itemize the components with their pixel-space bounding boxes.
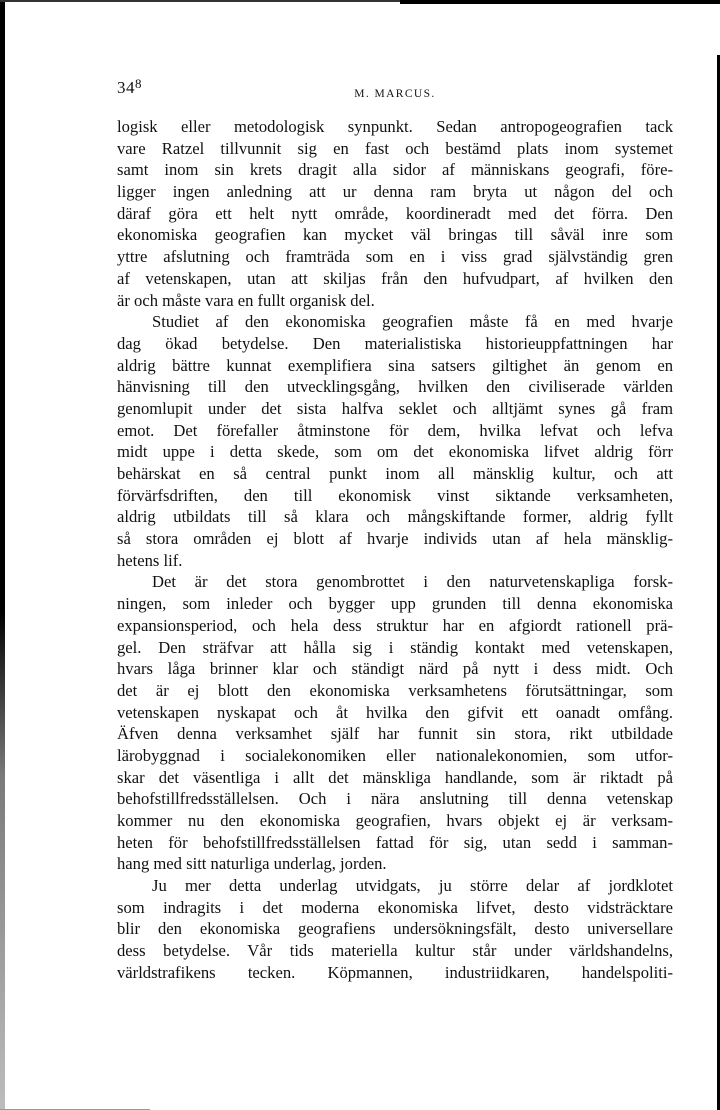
text-line: dag ökad betydelse. Den materialistiska historieuppfattningen har (117, 333, 673, 353)
text-line: världstrafikens tecken. Köpmannen, industriidkaren, handelspoliti- (117, 962, 673, 982)
running-head (117, 76, 673, 116)
paragraph-2 (117, 311, 673, 571)
text-line: af vetenskapen, utan att skiljas från den hufvudpart, af hvilken den (117, 268, 673, 288)
scan-border-top (400, 0, 720, 4)
text-line: det är ej blott den ekonomiska verksamhetens förutsättningar, som (117, 680, 673, 700)
running-head-author: M. MARCUS. (354, 88, 436, 100)
text-line: behärskat en så central punkt inom all mänsklig kultur, och att (117, 464, 673, 483)
text-line: expansionsperiod, och hela dess struktur har en afgiordt rationell prä- (117, 615, 673, 635)
text-line: ligger ingen anledning att ur denna ram bryta ut någon del och (117, 182, 673, 202)
scan-border-left (0, 0, 5, 1110)
text-line: Ju mer detta underlag utvidgats, ju större delar af jordklotet (152, 876, 673, 896)
text-line: Studiet af den ekonomiska geografien måste få en med hvarje (152, 312, 673, 332)
text-line: Det är det stora genombrottet i den naturvetenskapliga forsk- (152, 572, 673, 592)
paragraph-3 (117, 571, 673, 875)
body-text (117, 116, 673, 984)
text-line: genomlupit under det sista halfva seklet och alltjämt synes gå fram (117, 398, 673, 418)
text-line: hang med sitt naturliga underlag, jorden. (117, 854, 387, 874)
scan-border-top-left (0, 0, 400, 2)
text-line: hvars låga brinner klar och ständigt närd på nytt i dess midt. Och (117, 659, 673, 679)
paragraph-1 (117, 116, 673, 311)
paragraph-4 (117, 875, 673, 983)
text-line: emot. Det förefaller åtminstone för dem, hvilka lefvat och lefva (117, 420, 673, 440)
text-line: dess betydelse. Vår tids materiella kultur står under världshandelns, (117, 941, 673, 961)
text-line: ekonomiska geografien kan mycket väl bringas till såväl inre som (117, 225, 673, 245)
text-line: vetenskapen nyskapat och åt hvilka den gifvit ett oanadt omfång. (117, 702, 673, 722)
text-line: som indragits i det moderna ekonomiska lifvet, desto vidsträcktare (117, 897, 673, 917)
text-line: heten för behofstillfredsställelsen fattad för sig, utan sedd i samman- (117, 832, 673, 852)
page-number-digits: 34 (117, 78, 135, 97)
text-line: yttre afslutning och framträda som en i viss grad självständig gren (117, 247, 673, 267)
text-line: ningen, som inleder och bygger upp grunden till denna ekonomiska (117, 594, 673, 614)
text-line: aldrig bättre kunnat exemplifiera sina satsers giltighet än genom en (117, 355, 673, 375)
text-line: behofstillfredsställelsen. Och i nära anslutning till denna vetenskap (117, 789, 673, 809)
text-line: blir den ekonomiska geografiens undersökningsfält, desto universellare (117, 919, 673, 939)
text-line: så stora områden ej blott af hvarje individs utan af hela mänsklig- (117, 529, 673, 549)
text-line: samt inom sin krets dragit alla sidor af människans geografi, före- (117, 160, 673, 180)
book-page (117, 76, 673, 984)
text-line: logisk eller metodologisk synpunkt. Sedan antropogeografien tack (117, 117, 673, 136)
text-line: lärobyggnad i socialekonomiken eller nationalekonomien, som utfor- (117, 745, 673, 765)
text-line: vare Ratzel tillvunnit sig en fast och bestämd plats inom systemet (117, 138, 673, 158)
text-line: hänvisning till den utvecklingsgång, hvilken den civiliserade världen (117, 377, 673, 397)
text-line: är och måste vara en fullt organisk del. (117, 290, 375, 310)
text-line: aldrig utbildats till så klara och mångskiftande former, aldrig fyllt (117, 507, 673, 527)
text-line: däraf göra ett helt nytt område, koordineradt med det förra. Den (117, 203, 673, 223)
text-line: förvärfsdriften, den till ekonomisk vinst siktande verksamheten, (117, 485, 673, 505)
text-line: gel. Den sträfvar att hålla sig i ständig kontakt med vetenskapen, (117, 637, 673, 657)
text-line: midt uppe i detta skede, som om det ekonomiska lifvet aldrig förr (117, 442, 673, 462)
text-line: Äfven denna verksamhet själf har funnit sin stora, rikt utbildade (117, 724, 673, 744)
text-line: skar det väsentliga i allt det mänskliga handlande, som är riktadt på (117, 767, 673, 787)
text-line: hetens lif. (117, 550, 183, 570)
page-number-raised-digit: 8 (135, 76, 142, 91)
text-line: kommer nu den ekonomiska geografien, hvars objekt ej är verksam- (117, 811, 673, 830)
